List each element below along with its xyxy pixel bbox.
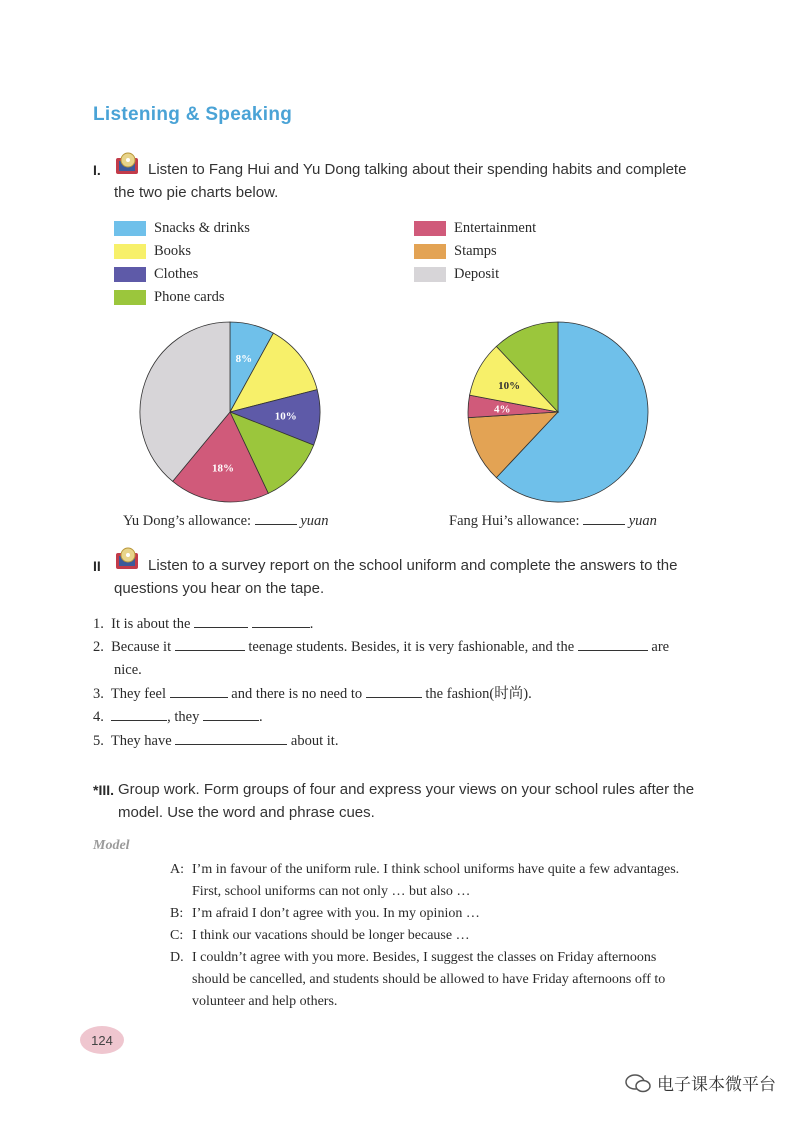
legend-item-deposit <box>414 263 536 286</box>
question-5 <box>93 730 338 753</box>
legend-item-phone-cards <box>114 286 250 309</box>
speaker-letter: B: <box>170 906 184 921</box>
pie-data-label: 18% <box>212 462 235 475</box>
question-number: 5. <box>93 733 104 749</box>
answer-blank[interactable] <box>583 510 625 525</box>
legend-right <box>414 217 536 286</box>
answer-blank[interactable] <box>252 613 310 628</box>
question-text: are <box>651 639 670 655</box>
speaker-letter: C: <box>170 928 184 943</box>
question-text: and there is no need to <box>231 686 363 702</box>
pie-chart-fang-hui <box>460 320 660 510</box>
legend-swatch <box>414 221 446 236</box>
answer-blank[interactable] <box>175 730 287 745</box>
fang-hui-caption <box>449 510 657 530</box>
pie-data-label: 10% <box>274 410 297 423</box>
question-number: 1. <box>93 616 104 632</box>
legend-swatch <box>114 267 146 282</box>
question-2-continued <box>114 659 142 682</box>
section-heading: Listening & Speaking <box>93 104 293 125</box>
legend-item-clothes <box>114 263 250 286</box>
question-text: They feel <box>110 686 167 702</box>
model-line <box>170 947 679 969</box>
legend-swatch <box>114 290 146 305</box>
cd-audio-icon <box>114 152 142 176</box>
legend-left <box>114 217 250 309</box>
answer-blank[interactable] <box>255 510 297 525</box>
section-3-number: *III. <box>93 782 115 798</box>
pie-data-label: 8% <box>235 352 253 365</box>
question-number: 4. <box>93 709 104 725</box>
legend-item-stamps <box>414 240 536 263</box>
pie-data-label: 10% <box>498 380 521 393</box>
question-3 <box>93 683 532 706</box>
pie-chart-yu-dong <box>130 320 330 510</box>
legend-item-snacks <box>114 217 250 240</box>
model-text: I think our vacations should be longer because … <box>192 928 470 943</box>
question-text: Because it <box>111 639 172 655</box>
legend-label: Stamps <box>454 243 497 259</box>
answer-blank[interactable] <box>194 613 248 628</box>
section-3-line-2: model. Use the word and phrase cues. <box>118 804 375 821</box>
legend-swatch <box>414 267 446 282</box>
legend-item-books <box>114 240 250 263</box>
answer-blank[interactable] <box>366 683 422 698</box>
legend-swatch <box>114 221 146 236</box>
pie-data-label: 4% <box>494 403 511 416</box>
answer-blank[interactable] <box>111 706 167 721</box>
question-number: 3. <box>93 686 104 702</box>
speaker-letter: A: <box>170 862 184 877</box>
model-text: I couldn’t agree with you more. Besides, I suggest the classes on Friday afternoons <box>192 950 657 965</box>
model-line <box>170 969 679 991</box>
page-number: 124 <box>80 1026 124 1054</box>
question-text: about it. <box>290 733 339 749</box>
question-text: the fashion(时尚). <box>425 686 532 702</box>
section-1-line-2: the two pie charts below. <box>114 184 279 201</box>
cd-audio-icon <box>114 547 142 571</box>
question-1 <box>93 613 313 636</box>
question-4 <box>93 706 263 729</box>
question-text: . <box>309 616 314 632</box>
model-line <box>170 881 679 903</box>
answer-blank[interactable] <box>578 636 648 651</box>
watermark <box>625 1070 776 1095</box>
model-label: Model <box>93 838 130 853</box>
question-text: . <box>258 709 263 725</box>
caption-text: Fang Hui’s allowance: <box>449 513 584 529</box>
model-line <box>170 925 679 947</box>
model-text: I’m in favour of the uniform rule. I think school uniforms have quite a few advantages. <box>192 862 680 877</box>
question-text: nice. <box>114 662 142 678</box>
wechat-icon <box>625 1073 651 1093</box>
legend-label: Entertainment <box>454 220 537 236</box>
section-2-number: II <box>93 558 101 574</box>
watermark-text: 电子课本微平台 <box>657 1075 776 1095</box>
answer-blank[interactable] <box>175 636 245 651</box>
question-number: 2. <box>93 639 104 655</box>
model-text: I’m afraid I don’t agree with you. In my opinion … <box>192 906 480 921</box>
question-2 <box>93 636 713 659</box>
legend-label: Books <box>154 243 192 259</box>
caption-unit: yuan <box>300 513 329 529</box>
question-text: , they <box>167 709 200 725</box>
question-text: They have <box>110 733 172 749</box>
legend-label: Phone cards <box>154 289 225 305</box>
model-line <box>170 859 679 881</box>
legend-label: Snacks & drinks <box>154 220 250 236</box>
yu-dong-caption <box>123 510 329 530</box>
model-text: volunteer and help others. <box>192 994 338 1009</box>
model-dialogue <box>170 859 679 1013</box>
section-1-number: I. <box>93 162 101 178</box>
legend-swatch <box>114 244 146 259</box>
section-2-line-1: Listen to a survey report on the school uniform and complete the answers to the <box>148 557 678 574</box>
section-1-line-1: Listen to Fang Hui and Yu Dong talking about their spending habits and complete <box>148 161 687 178</box>
legend-label: Deposit <box>454 266 500 282</box>
legend-swatch <box>414 244 446 259</box>
caption-unit: yuan <box>628 513 657 529</box>
speaker-letter: D. <box>170 950 184 965</box>
model-line <box>170 903 679 925</box>
legend-label: Clothes <box>154 266 199 282</box>
answer-blank[interactable] <box>203 706 259 721</box>
model-text: First, school uniforms can not only … but also … <box>192 884 471 899</box>
section-3-line-1: Group work. Form groups of four and express your views on your school rules after the <box>118 781 695 798</box>
question-text: It is about the <box>111 616 191 632</box>
answer-blank[interactable] <box>170 683 228 698</box>
question-text: teenage students. Besides, it is very fashionable, and the <box>248 639 575 655</box>
section-2-line-2: questions you hear on the tape. <box>114 580 325 597</box>
caption-text: Yu Dong’s allowance: <box>123 513 255 529</box>
model-line <box>170 991 679 1013</box>
legend-item-entertainment <box>414 217 536 240</box>
model-text: should be cancelled, and students should be allowed to have Friday afternoons off to <box>192 972 666 987</box>
